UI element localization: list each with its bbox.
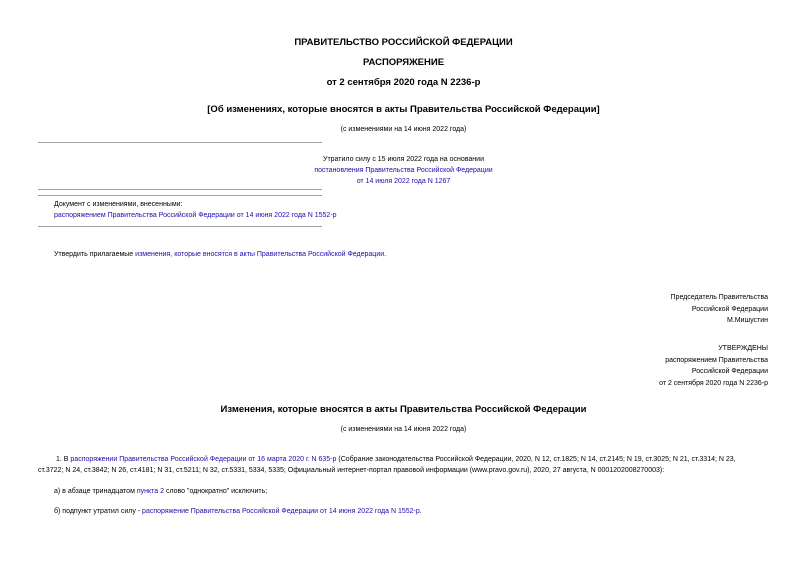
approved-heading: УТВЕРЖДЕНЫ [718,345,768,352]
lost-force-link[interactable]: постановления Правительства Российской Федерации [314,167,493,174]
annex-item-b [54,508,422,515]
divider [38,189,322,190]
approved-line-2: распоряжением Правительства [665,356,768,364]
approve-text: Утвердить прилагаемые [54,251,136,258]
annex-item-a [54,488,267,495]
item-a-suffix: слово "однократно" исключить; [164,488,268,495]
approved-block [659,343,768,389]
amendment-note: (с изменениями на 14 июня 2022 года) [340,126,467,133]
signature-block [671,292,768,327]
signature-name: М.Мишустин [726,317,768,324]
signature-title: Председатель Правительства [670,294,768,301]
document-date-number: от 2 сентября 2020 года N 2236-р [326,77,481,88]
divider [38,195,322,196]
approve-suffix: . [384,251,387,258]
item1-prefix: 1. В [56,456,71,463]
item-a-link[interactable]: пункта 2 [136,488,164,495]
divider [38,142,322,143]
lost-force-text: Утратило силу с 15 июля 2022 года на основании [323,156,484,163]
item-b-link[interactable]: распоряжение Правительства Российской Федерации от 14 июня 2022 года N 1552-р [142,508,420,515]
item-a-prefix: а) в абзаце тринадцатом [54,488,137,495]
document-type: РАСПОРЯЖЕНИЕ [362,57,445,68]
annex-item-1-continued: ст.3722; N 24, ст.3842; N 26, ст.4181; N 31, ст.5211; N 32, ст.5331, 5334, 5335; Официальный интернет-портал правовой информации (www.pravo.gov.ru), 2020, 27 августа, N 0001202008270003): [38,467,665,474]
item1-link[interactable]: распоряжении Правительства Российской Федерации от 16 марта 2020 г. N 635-р [70,456,337,463]
document-title: [Об изменениях, которые вносятся в акты Правительства Российской Федерации] [207,104,600,115]
approved-line-3: Российской Федерации [691,368,768,375]
government-heading: ПРАВИТЕЛЬСТВО РОССИЙСКОЙ ФЕДЕРАЦИИ [294,37,513,48]
changes-link[interactable]: распоряжением Правительства Российской Федерации от 14 июня 2022 года N 1552-р [54,212,337,219]
signature-title-2: Российской Федерации [691,305,768,313]
item-b-prefix: б) подпункт утратил силу - [54,508,143,515]
annex-item-1 [38,455,769,466]
item-b-suffix: . [419,508,422,515]
annex-amendment-note: (с изменениями на 14 июня 2022 года) [340,426,467,433]
divider [38,226,322,227]
item1-text: (Собрание законодательства Российской Федерации, 2020, N 12, ст.1825; N 14, ст.2145; N 19, ст.3025; N 21, ст.3314; N 23, [336,456,736,463]
approve-link[interactable]: изменения, которые вносятся в акты Правительства Российской Федерации [135,251,385,258]
lost-force-link-date[interactable]: от 14 июля 2022 года N 1267 [356,178,451,185]
approve-paragraph [54,251,386,258]
changes-label: Документ с изменениями, внесенными: [54,201,183,208]
lost-force-notice [0,154,807,187]
approved-line-4: от 2 сентября 2020 года N 2236-р [659,379,768,387]
annex-title: Изменения, которые вносятся в акты Правительства Российской Федерации [220,404,587,415]
